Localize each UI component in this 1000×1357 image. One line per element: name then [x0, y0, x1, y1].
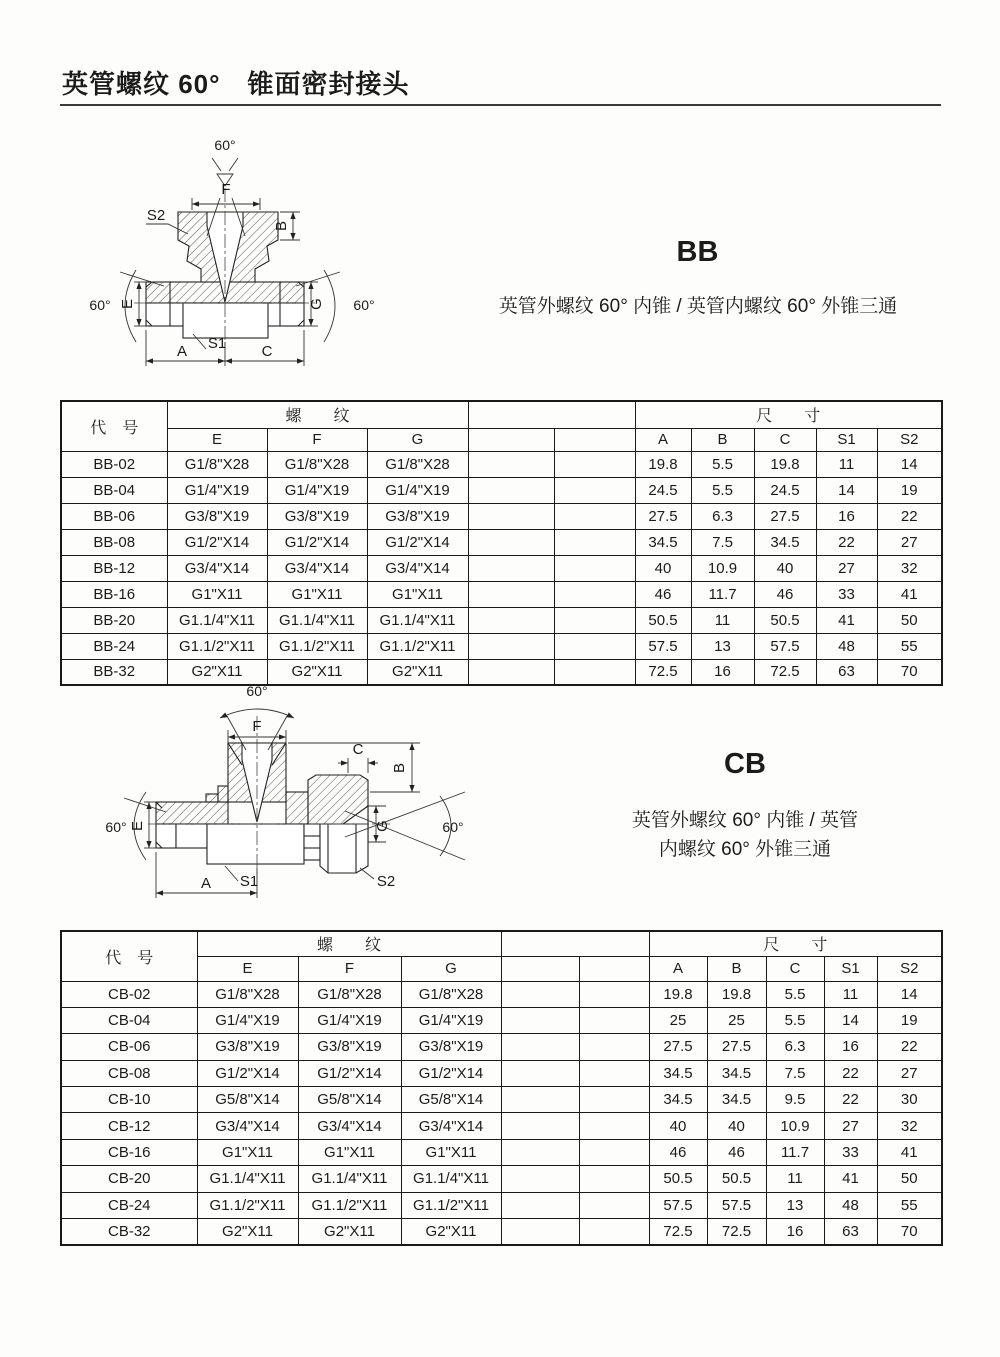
table-cell: 55	[877, 1192, 942, 1218]
table-cell: G1"X11	[267, 581, 367, 607]
header-col-s1: S1	[824, 956, 877, 981]
table-cell: 6.3	[691, 503, 754, 529]
cb-spec-table	[60, 930, 943, 1246]
table-cell	[579, 981, 649, 1007]
cb-fitting-body	[156, 743, 368, 873]
table-cell: G3/4"X14	[367, 555, 468, 581]
table-cell: 11.7	[766, 1139, 824, 1165]
table-cell: 11	[766, 1166, 824, 1192]
table-cell: 22	[877, 1034, 942, 1060]
bb-dim-c-label: C	[261, 343, 273, 360]
table-cell: 5.5	[691, 451, 754, 477]
table-cell: G1.1/4"X11	[298, 1166, 401, 1192]
table-cell: CB-16	[61, 1139, 197, 1165]
table-cell	[501, 1192, 579, 1218]
table-cell: G3/8"X19	[367, 503, 468, 529]
table-row	[61, 1139, 942, 1165]
header-col-e: E	[167, 428, 267, 451]
table-cell: 46	[649, 1139, 707, 1165]
table-cell: G2"X11	[298, 1219, 401, 1245]
table-cell	[468, 503, 554, 529]
table-cell: 16	[766, 1219, 824, 1245]
table-cell: 19	[877, 477, 942, 503]
table-cell: 27.5	[754, 503, 816, 529]
header-blank-1	[468, 428, 554, 451]
table-cell: 11.7	[691, 581, 754, 607]
table-cell: 7.5	[766, 1060, 824, 1086]
table-cell: G1/2"X14	[401, 1060, 501, 1086]
table-cell: G1.1/2"X11	[197, 1192, 298, 1218]
table-cell	[468, 555, 554, 581]
table-cell: BB-04	[61, 477, 167, 503]
table-cell: G1/8"X28	[367, 451, 468, 477]
table-cell: G2"X11	[401, 1219, 501, 1245]
table-cell: 48	[816, 633, 877, 659]
table-cell: 27	[816, 555, 877, 581]
header-size: 尺 寸	[635, 401, 942, 428]
bb-section-description: 英管外螺纹 60° 内锥 / 英管内螺纹 60° 外锥三通	[498, 296, 898, 317]
cb-technical-drawing	[60, 680, 480, 910]
table-cell: 19.8	[754, 451, 816, 477]
cb-dim-c-label: C	[352, 741, 364, 758]
table-cell: G1.1/2"X11	[401, 1192, 501, 1218]
table-cell: G1"X11	[167, 581, 267, 607]
cb-description-line2: 内螺纹 60° 外锥三通	[658, 839, 832, 861]
table-cell: 63	[816, 659, 877, 685]
table-cell: G1"X11	[298, 1139, 401, 1165]
table-cell: G1/2"X14	[267, 529, 367, 555]
table-cell: 40	[707, 1113, 766, 1139]
bb-table-body	[61, 451, 942, 685]
table-cell: 13	[766, 1192, 824, 1218]
table-cell: G2"X11	[367, 659, 468, 685]
table-cell	[554, 451, 635, 477]
table-cell: 40	[754, 555, 816, 581]
cb-angle-left-label: 60°	[105, 819, 127, 835]
table-cell: G1/4"X19	[197, 1007, 298, 1033]
table-cell: 11	[824, 981, 877, 1007]
table-cell: G5/8"X14	[298, 1087, 401, 1113]
header-col-g: G	[367, 428, 468, 451]
header-col-s1: S1	[816, 428, 877, 451]
table-cell	[501, 1139, 579, 1165]
table-cell: G1/2"X14	[167, 529, 267, 555]
table-cell: G3/4"X14	[197, 1113, 298, 1139]
header-col-s2: S2	[877, 956, 942, 981]
page-title: 英管螺纹 60° 锥面密封接头	[62, 69, 410, 99]
table-cell	[554, 503, 635, 529]
table-cell	[468, 451, 554, 477]
table-cell	[501, 1219, 579, 1245]
table-cell: G1/2"X14	[298, 1060, 401, 1086]
table-cell: 5.5	[766, 981, 824, 1007]
table-cell: G1/4"X19	[367, 477, 468, 503]
table-cell	[579, 1113, 649, 1139]
header-col-a: A	[649, 956, 707, 981]
table-cell: G1/2"X14	[367, 529, 468, 555]
table-cell: G2"X11	[197, 1219, 298, 1245]
table-cell	[579, 1192, 649, 1218]
table-cell: 41	[816, 607, 877, 633]
table-cell: 10.9	[766, 1113, 824, 1139]
table-cell: 57.5	[635, 633, 691, 659]
bb-angle-top-label: 60°	[214, 137, 236, 153]
table-cell	[468, 477, 554, 503]
table-cell: 27	[877, 1060, 942, 1086]
table-cell: G1/2"X14	[197, 1060, 298, 1086]
table-row	[61, 1007, 942, 1033]
table-cell	[554, 555, 635, 581]
table-row	[61, 503, 942, 529]
bb-angle-left-label: 60°	[89, 297, 111, 313]
table-cell	[554, 477, 635, 503]
table-cell	[501, 1166, 579, 1192]
table-cell: G3/8"X19	[401, 1034, 501, 1060]
table-cell	[501, 1034, 579, 1060]
header-thread: 螺 纹	[167, 401, 468, 428]
header-col-b: B	[691, 428, 754, 451]
table-cell: 19	[877, 1007, 942, 1033]
cb-dim-g-label: G	[374, 820, 391, 832]
header-col-f: F	[298, 956, 401, 981]
table-cell: G1/8"X28	[401, 981, 501, 1007]
table-cell: G3/8"X19	[267, 503, 367, 529]
table-row	[61, 555, 942, 581]
table-cell: BB-12	[61, 555, 167, 581]
table-cell: 24.5	[754, 477, 816, 503]
table-cell: BB-32	[61, 659, 167, 685]
cb-dim-b-label: B	[391, 762, 408, 774]
table-cell: 72.5	[649, 1219, 707, 1245]
table-cell	[579, 1034, 649, 1060]
table-cell: 11	[691, 607, 754, 633]
table-cell	[579, 1139, 649, 1165]
table-cell: G1/4"X19	[267, 477, 367, 503]
table-cell: 57.5	[649, 1192, 707, 1218]
table-cell: 50.5	[754, 607, 816, 633]
table-cell: G3/8"X19	[167, 503, 267, 529]
table-cell: BB-24	[61, 633, 167, 659]
header-blank-2	[579, 956, 649, 981]
table-row	[61, 633, 942, 659]
table-cell: 27	[824, 1113, 877, 1139]
bb-spec-table	[60, 400, 943, 686]
table-cell: 19.8	[707, 981, 766, 1007]
header-col-g: G	[401, 956, 501, 981]
bb-technical-drawing	[60, 130, 400, 380]
table-cell	[501, 1087, 579, 1113]
table-cell: 34.5	[707, 1060, 766, 1086]
table-cell: 7.5	[691, 529, 754, 555]
cb-table-body	[61, 981, 942, 1245]
table-cell: 33	[816, 581, 877, 607]
table-cell	[554, 529, 635, 555]
table-cell: G1.1/4"X11	[267, 607, 367, 633]
table-row	[61, 1166, 942, 1192]
table-cell: 19.8	[649, 981, 707, 1007]
table-cell	[501, 981, 579, 1007]
table-cell: 19.8	[635, 451, 691, 477]
table-cell: 27.5	[649, 1034, 707, 1060]
table-cell: 32	[877, 555, 942, 581]
table-cell: 22	[824, 1087, 877, 1113]
table-cell: CB-20	[61, 1166, 197, 1192]
table-cell: 72.5	[707, 1219, 766, 1245]
header-col-e: E	[197, 956, 298, 981]
table-cell	[468, 607, 554, 633]
table-cell: 50.5	[649, 1166, 707, 1192]
bb-dim-s1-label: S1	[207, 335, 227, 352]
table-cell: 14	[877, 981, 942, 1007]
header-blank-1	[501, 956, 579, 981]
cb-table-header	[61, 931, 942, 981]
header-col-b: B	[707, 956, 766, 981]
table-cell: 25	[707, 1007, 766, 1033]
table-cell: G1.1/2"X11	[167, 633, 267, 659]
table-cell: G5/8"X14	[401, 1087, 501, 1113]
table-cell: 50.5	[707, 1166, 766, 1192]
table-cell: G1"X11	[197, 1139, 298, 1165]
table-cell: 5.5	[691, 477, 754, 503]
table-cell: CB-12	[61, 1113, 197, 1139]
table-cell: 72.5	[754, 659, 816, 685]
table-cell: BB-20	[61, 607, 167, 633]
cb-angle-top-label: 60°	[246, 683, 268, 699]
bb-dim-f-label: F	[221, 181, 231, 198]
table-cell: 13	[691, 633, 754, 659]
table-cell: 16	[691, 659, 754, 685]
table-cell: 27	[877, 529, 942, 555]
bb-dim-s2-label: S2	[146, 207, 166, 224]
table-cell: BB-08	[61, 529, 167, 555]
table-cell: CB-24	[61, 1192, 197, 1218]
table-row	[61, 581, 942, 607]
table-cell	[501, 1113, 579, 1139]
table-cell	[468, 529, 554, 555]
table-cell: 32	[877, 1113, 942, 1139]
table-row	[61, 981, 942, 1007]
table-cell: 30	[877, 1087, 942, 1113]
table-cell	[579, 1060, 649, 1086]
table-cell: 14	[816, 477, 877, 503]
header-col-c: C	[766, 956, 824, 981]
cb-dim-s2-label: S2	[376, 873, 396, 890]
table-cell: 48	[824, 1192, 877, 1218]
header-blank	[468, 401, 635, 428]
table-cell: BB-16	[61, 581, 167, 607]
table-cell: G1/8"X28	[167, 451, 267, 477]
header-code: 代 号	[61, 931, 197, 981]
table-cell: CB-04	[61, 1007, 197, 1033]
table-cell: G3/4"X14	[401, 1113, 501, 1139]
table-cell: G2"X11	[267, 659, 367, 685]
table-cell: CB-08	[61, 1060, 197, 1086]
table-cell: CB-02	[61, 981, 197, 1007]
table-cell: 6.3	[766, 1034, 824, 1060]
table-cell: 46	[754, 581, 816, 607]
table-cell: 5.5	[766, 1007, 824, 1033]
table-cell: G1/8"X28	[298, 981, 401, 1007]
table-cell: G1.1/4"X11	[197, 1166, 298, 1192]
table-cell: 41	[877, 1139, 942, 1165]
table-cell: 46	[635, 581, 691, 607]
table-cell: 25	[649, 1007, 707, 1033]
table-cell: G5/8"X14	[197, 1087, 298, 1113]
table-cell	[554, 581, 635, 607]
table-cell: G3/4"X14	[267, 555, 367, 581]
bb-dim-g-label: G	[308, 298, 325, 310]
table-cell: G1.1/2"X11	[267, 633, 367, 659]
table-cell: 14	[824, 1007, 877, 1033]
table-cell	[501, 1060, 579, 1086]
bb-angle-right-label: 60°	[353, 297, 375, 313]
bb-section-heading: BB	[676, 236, 719, 268]
table-cell	[579, 1166, 649, 1192]
table-row	[61, 1192, 942, 1218]
table-cell: 16	[816, 503, 877, 529]
table-cell: 22	[877, 503, 942, 529]
header-size: 尺 寸	[649, 931, 942, 956]
table-row	[61, 529, 942, 555]
table-cell: 63	[824, 1219, 877, 1245]
cb-dim-s1-label: S1	[239, 873, 259, 890]
table-cell: G1/4"X19	[401, 1007, 501, 1033]
table-cell: G1"X11	[367, 581, 468, 607]
table-row	[61, 451, 942, 477]
table-cell: 34.5	[649, 1087, 707, 1113]
table-cell: 14	[877, 451, 942, 477]
table-cell: 16	[824, 1034, 877, 1060]
header-blank-2	[554, 428, 635, 451]
table-row	[61, 1113, 942, 1139]
table-row	[61, 1087, 942, 1113]
table-cell: 34.5	[754, 529, 816, 555]
cb-section-description	[545, 806, 945, 865]
table-cell: 34.5	[649, 1060, 707, 1086]
table-cell: 22	[816, 529, 877, 555]
table-cell	[554, 607, 635, 633]
table-cell: 40	[649, 1113, 707, 1139]
bb-table-header	[61, 401, 942, 451]
table-cell: G1.1/4"X11	[367, 607, 468, 633]
table-row	[61, 1034, 942, 1060]
table-cell: G1.1/2"X11	[367, 633, 468, 659]
bb-dim-e-label: E	[119, 298, 136, 310]
table-cell: G1"X11	[401, 1139, 501, 1165]
table-cell: 50	[877, 607, 942, 633]
table-cell: 11	[816, 451, 877, 477]
header-thread: 螺 纹	[197, 931, 501, 956]
header-col-c: C	[754, 428, 816, 451]
cb-description-line1: 英管外螺纹 60° 内锥 / 英管	[631, 810, 859, 831]
table-row	[61, 607, 942, 633]
table-cell: 34.5	[635, 529, 691, 555]
table-cell: 55	[877, 633, 942, 659]
table-cell: 72.5	[635, 659, 691, 685]
cb-angle-right-label: 60°	[442, 819, 464, 835]
table-cell: G1/8"X28	[197, 981, 298, 1007]
table-cell: G3/8"X19	[298, 1034, 401, 1060]
table-cell: 57.5	[707, 1192, 766, 1218]
table-cell: 41	[824, 1166, 877, 1192]
table-cell: 10.9	[691, 555, 754, 581]
table-cell: G3/4"X14	[167, 555, 267, 581]
table-cell: G1/4"X19	[167, 477, 267, 503]
table-cell: 34.5	[707, 1087, 766, 1113]
table-cell: G3/4"X14	[298, 1113, 401, 1139]
title-underline	[60, 104, 941, 106]
table-cell: 27.5	[635, 503, 691, 529]
header-code: 代 号	[61, 401, 167, 451]
cb-dim-a-label: A	[200, 875, 212, 892]
table-cell: 57.5	[754, 633, 816, 659]
table-row	[61, 1219, 942, 1245]
header-col-s2: S2	[877, 428, 942, 451]
cb-dim-e-label: E	[129, 820, 146, 832]
table-cell	[554, 659, 635, 685]
table-cell: CB-06	[61, 1034, 197, 1060]
table-cell: G1.1/4"X11	[167, 607, 267, 633]
table-cell: 40	[635, 555, 691, 581]
bb-dim-b-label: B	[273, 220, 290, 232]
table-cell: G2"X11	[167, 659, 267, 685]
table-cell	[579, 1087, 649, 1113]
table-cell: 33	[824, 1139, 877, 1165]
table-row	[61, 477, 942, 503]
table-cell: 41	[877, 581, 942, 607]
table-cell: 70	[877, 1219, 942, 1245]
table-cell: 27.5	[707, 1034, 766, 1060]
header-col-a: A	[635, 428, 691, 451]
table-cell: 22	[824, 1060, 877, 1086]
table-cell: 24.5	[635, 477, 691, 503]
table-cell: 46	[707, 1139, 766, 1165]
header-blank	[501, 931, 649, 956]
header-col-f: F	[267, 428, 367, 451]
bb-dim-a-label: A	[176, 343, 188, 360]
table-cell: BB-02	[61, 451, 167, 477]
table-cell	[468, 633, 554, 659]
table-cell: G1.1/2"X11	[298, 1192, 401, 1218]
table-cell: 50	[877, 1166, 942, 1192]
table-cell: G3/8"X19	[197, 1034, 298, 1060]
table-cell	[468, 581, 554, 607]
table-cell: 9.5	[766, 1087, 824, 1113]
table-cell	[468, 659, 554, 685]
table-cell	[579, 1007, 649, 1033]
table-cell	[579, 1219, 649, 1245]
table-cell: G1/8"X28	[267, 451, 367, 477]
table-cell: G1.1/4"X11	[401, 1166, 501, 1192]
table-cell: BB-06	[61, 503, 167, 529]
cb-section-heading: CB	[724, 748, 766, 780]
table-cell: CB-10	[61, 1087, 197, 1113]
table-cell: CB-32	[61, 1219, 197, 1245]
table-row	[61, 1060, 942, 1086]
table-cell	[501, 1007, 579, 1033]
table-cell: 70	[877, 659, 942, 685]
table-cell: G1/4"X19	[298, 1007, 401, 1033]
cb-dim-f-label: F	[252, 718, 262, 735]
table-cell	[554, 633, 635, 659]
table-cell: 50.5	[635, 607, 691, 633]
